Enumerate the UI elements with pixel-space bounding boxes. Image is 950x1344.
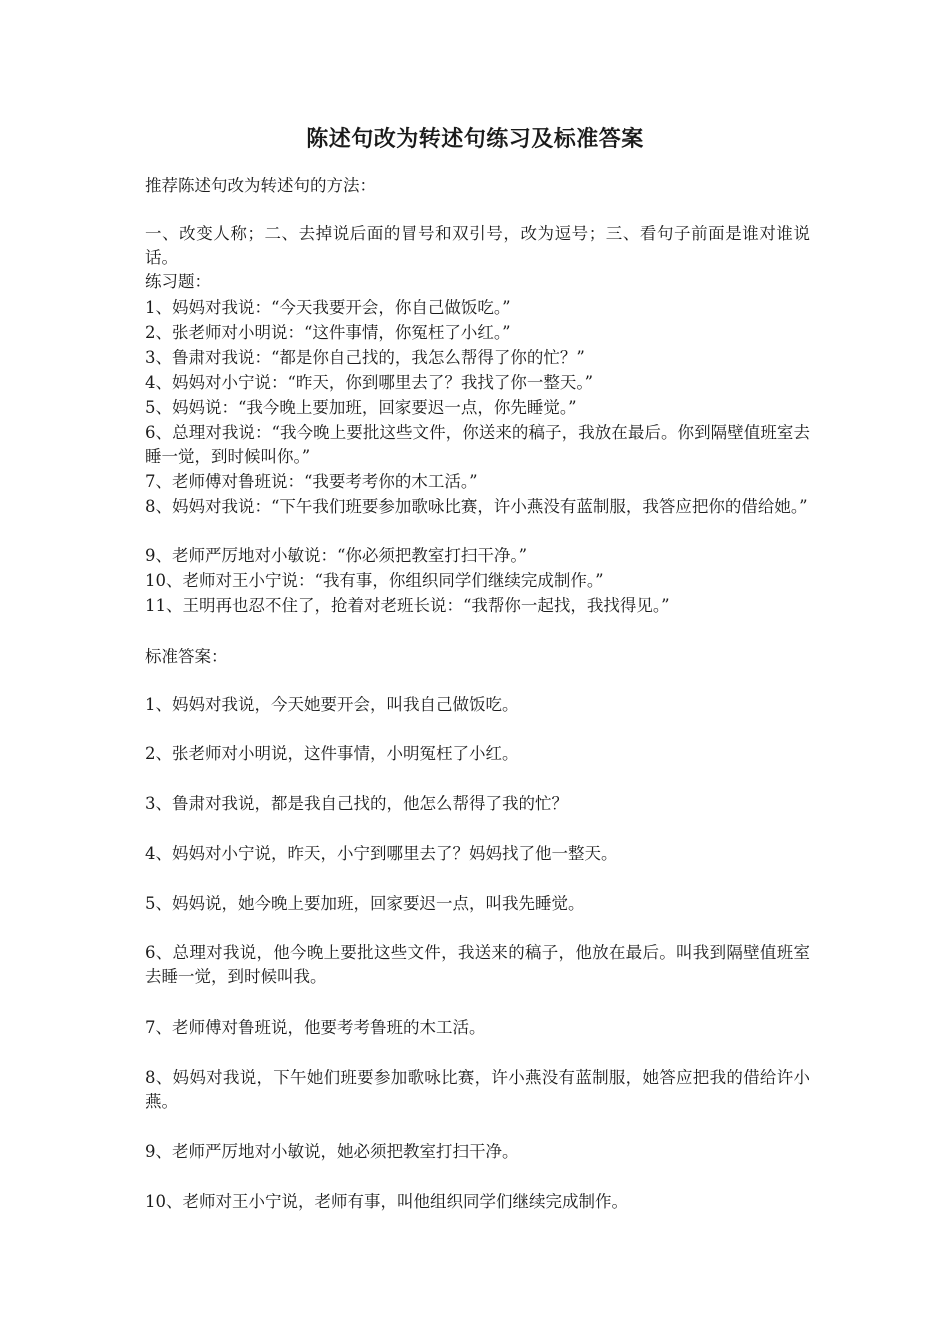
answer-item: 9、老师严厉地对小敏说，她必须把教室打扫干净。 (145, 1142, 519, 1161)
answer-item: 10、老师对王小宁说，老师有事，叫他组织同学们继续完成制作。 (145, 1192, 628, 1211)
exercise-item: 9、老师严厉地对小敏说：“你必须把教室打扫干净。” (145, 546, 528, 565)
document-title: 陈述句改为转述句练习及标准答案 (306, 126, 644, 152)
answer-item: 6、总理对我说，他今晚上要批这些文件，我送来的稿子，他放在最后。叫我到隔壁值班室去睡一觉，到时候叫我。 (145, 943, 810, 986)
method-intro: 推荐陈述句改为转述句的方法： (145, 176, 376, 195)
exercise-item: 8、妈妈对我说：“下午我们班要参加歌咏比赛，许小燕没有蓝制服，我答应把你的借给她。” (145, 497, 808, 516)
answer-heading: 标准答案： (145, 647, 228, 666)
answer-item: 4、妈妈对小宁说，昨天，小宁到哪里去了？妈妈找了他一整天。 (145, 844, 618, 863)
exercise-item: 10、老师对王小宁说：“我有事，你组织同学们继续完成制作。” (145, 571, 604, 590)
exercise-item: 5、妈妈说：“我今晚上要加班，回家要迟一点，你先睡觉。” (145, 398, 577, 417)
answer-item: 8、妈妈对我说，下午她们班要参加歌咏比赛，许小燕没有蓝制服，她答应把我的借给许小燕。 (145, 1068, 810, 1111)
exercise-heading: 练习题： (145, 272, 211, 291)
exercise-item: 6、总理对我说：“我今晚上要批这些文件，你送来的稿子，我放在最后。你到隔壁值班室去睡一觉，到时候叫你。” (145, 423, 810, 466)
answer-item: 1、妈妈对我说，今天她要开会，叫我自己做饭吃。 (145, 695, 519, 714)
exercise-item: 1、妈妈对我说：“今天我要开会，你自己做饭吃。” (145, 298, 511, 317)
exercise-item: 11、王明再也忍不住了，抢着对老班长说：“我帮你一起找，我找得见。” (145, 596, 670, 615)
exercise-item: 3、鲁肃对我说：“都是你自己找的，我怎么帮得了你的忙？” (145, 348, 585, 367)
answer-item: 5、妈妈说，她今晚上要加班，回家要迟一点，叫我先睡觉。 (145, 894, 585, 913)
answer-item: 3、鲁肃对我说，都是我自己找的，他怎么帮得了我的忙？ (145, 794, 568, 813)
answer-item: 2、张老师对小明说，这件事情，小明冤枉了小红。 (145, 744, 519, 763)
method-steps: 一、改变人称；二、去掉说后面的冒号和双引号，改为逗号；三、看句子前面是谁对谁说话。 (145, 224, 810, 267)
exercise-item: 4、妈妈对小宁说：“昨天，你到哪里去了？我找了你一整天。” (145, 373, 594, 392)
answer-item: 7、老师傅对鲁班说，他要考考鲁班的木工活。 (145, 1018, 486, 1037)
exercise-item: 2、张老师对小明说：“这件事情，你冤枉了小红。” (145, 323, 511, 342)
exercise-item: 7、老师傅对鲁班说：“我要考考你的木工活。” (145, 472, 478, 491)
